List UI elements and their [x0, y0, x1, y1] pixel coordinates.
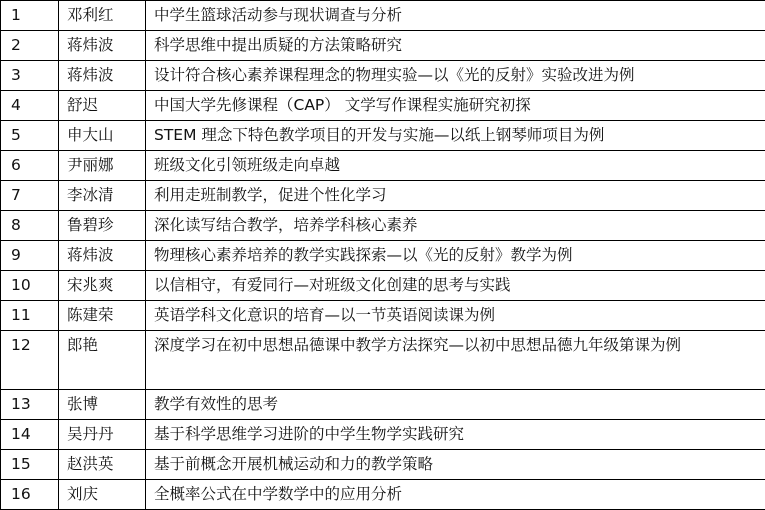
- table-row: [1, 331, 765, 390]
- paper-title: 科学思维中提出质疑的方法策略研究: [146, 31, 765, 61]
- author-name: 刘庆: [59, 479, 146, 509]
- table-row: [1, 479, 765, 509]
- row-number: 15: [1, 449, 59, 479]
- author-name: 吴丹丹: [59, 419, 146, 449]
- row-number: 9: [1, 241, 59, 271]
- paper-title: 英语学科文化意识的培育—以一节英语阅读课为例: [146, 301, 765, 331]
- paper-title: 中国大学先修课程（CAP） 文学写作课程实施研究初探: [146, 91, 765, 121]
- row-number: 6: [1, 151, 59, 181]
- row-number: 8: [1, 211, 59, 241]
- author-name: 赵洪英: [59, 449, 146, 479]
- row-number: 2: [1, 31, 59, 61]
- row-number: 1: [1, 1, 59, 31]
- row-number: 13: [1, 389, 59, 419]
- row-number: 7: [1, 181, 59, 211]
- table-row: [1, 389, 765, 419]
- table-row: [1, 151, 765, 181]
- author-name: 蒋炜波: [59, 31, 146, 61]
- row-number: 16: [1, 479, 59, 509]
- table-row: [1, 31, 765, 61]
- row-number: 11: [1, 301, 59, 331]
- paper-title: 全概率公式在中学数学中的应用分析: [146, 479, 765, 509]
- paper-title: 教学有效性的思考: [146, 389, 765, 419]
- table-row: [1, 91, 765, 121]
- paper-title: 物理核心素养培养的教学实践探索—以《光的反射》教学为例: [146, 241, 765, 271]
- author-name: 申大山: [59, 121, 146, 151]
- author-name: 舒迟: [59, 91, 146, 121]
- row-number: 3: [1, 61, 59, 91]
- author-name: 邓利红: [59, 1, 146, 31]
- paper-title: 深化读写结合教学，培养学科核心素养: [146, 211, 765, 241]
- paper-title: 设计符合核心素养课程理念的物理实验—以《光的反射》实验改进为例: [146, 61, 765, 91]
- author-name: 蒋炜波: [59, 61, 146, 91]
- table-row: [1, 419, 765, 449]
- paper-title: 深度学习在初中思想品德课中教学方法探究—以初中思想品德九年级第课为例: [146, 331, 765, 390]
- paper-title: 班级文化引领班级走向卓越: [146, 151, 765, 181]
- paper-title: 以信相守，有爱同行—对班级文化创建的思考与实践: [146, 271, 765, 301]
- paper-title: 基于科学思维学习进阶的中学生物学实践研究: [146, 419, 765, 449]
- row-number: 10: [1, 271, 59, 301]
- author-name: 李冰清: [59, 181, 146, 211]
- paper-title: 基于前概念开展机械运动和力的教学策略: [146, 449, 765, 479]
- row-number: 5: [1, 121, 59, 151]
- table-row: [1, 61, 765, 91]
- table-row: [1, 181, 765, 211]
- paper-title: 利用走班制教学，促进个性化学习: [146, 181, 765, 211]
- author-name: 宋兆爽: [59, 271, 146, 301]
- row-number: 14: [1, 419, 59, 449]
- table-row: [1, 211, 765, 241]
- table-row: [1, 271, 765, 301]
- table-row: [1, 449, 765, 479]
- author-name: 陈建荣: [59, 301, 146, 331]
- author-name: 尹丽娜: [59, 151, 146, 181]
- paper-title: 中学生篮球活动参与现状调查与分析: [146, 1, 765, 31]
- author-name: 郎艳: [59, 331, 146, 390]
- table-row: [1, 301, 765, 331]
- table-row: [1, 241, 765, 271]
- author-name: 蒋炜波: [59, 241, 146, 271]
- paper-title: STEM 理念下特色教学项目的开发与实施—以纸上钢琴师项目为例: [146, 121, 765, 151]
- row-number: 12: [1, 331, 59, 390]
- author-name: 张博: [59, 389, 146, 419]
- table-row: [1, 121, 765, 151]
- author-name: 鲁碧珍: [59, 211, 146, 241]
- row-number: 4: [1, 91, 59, 121]
- table-row: [1, 1, 765, 31]
